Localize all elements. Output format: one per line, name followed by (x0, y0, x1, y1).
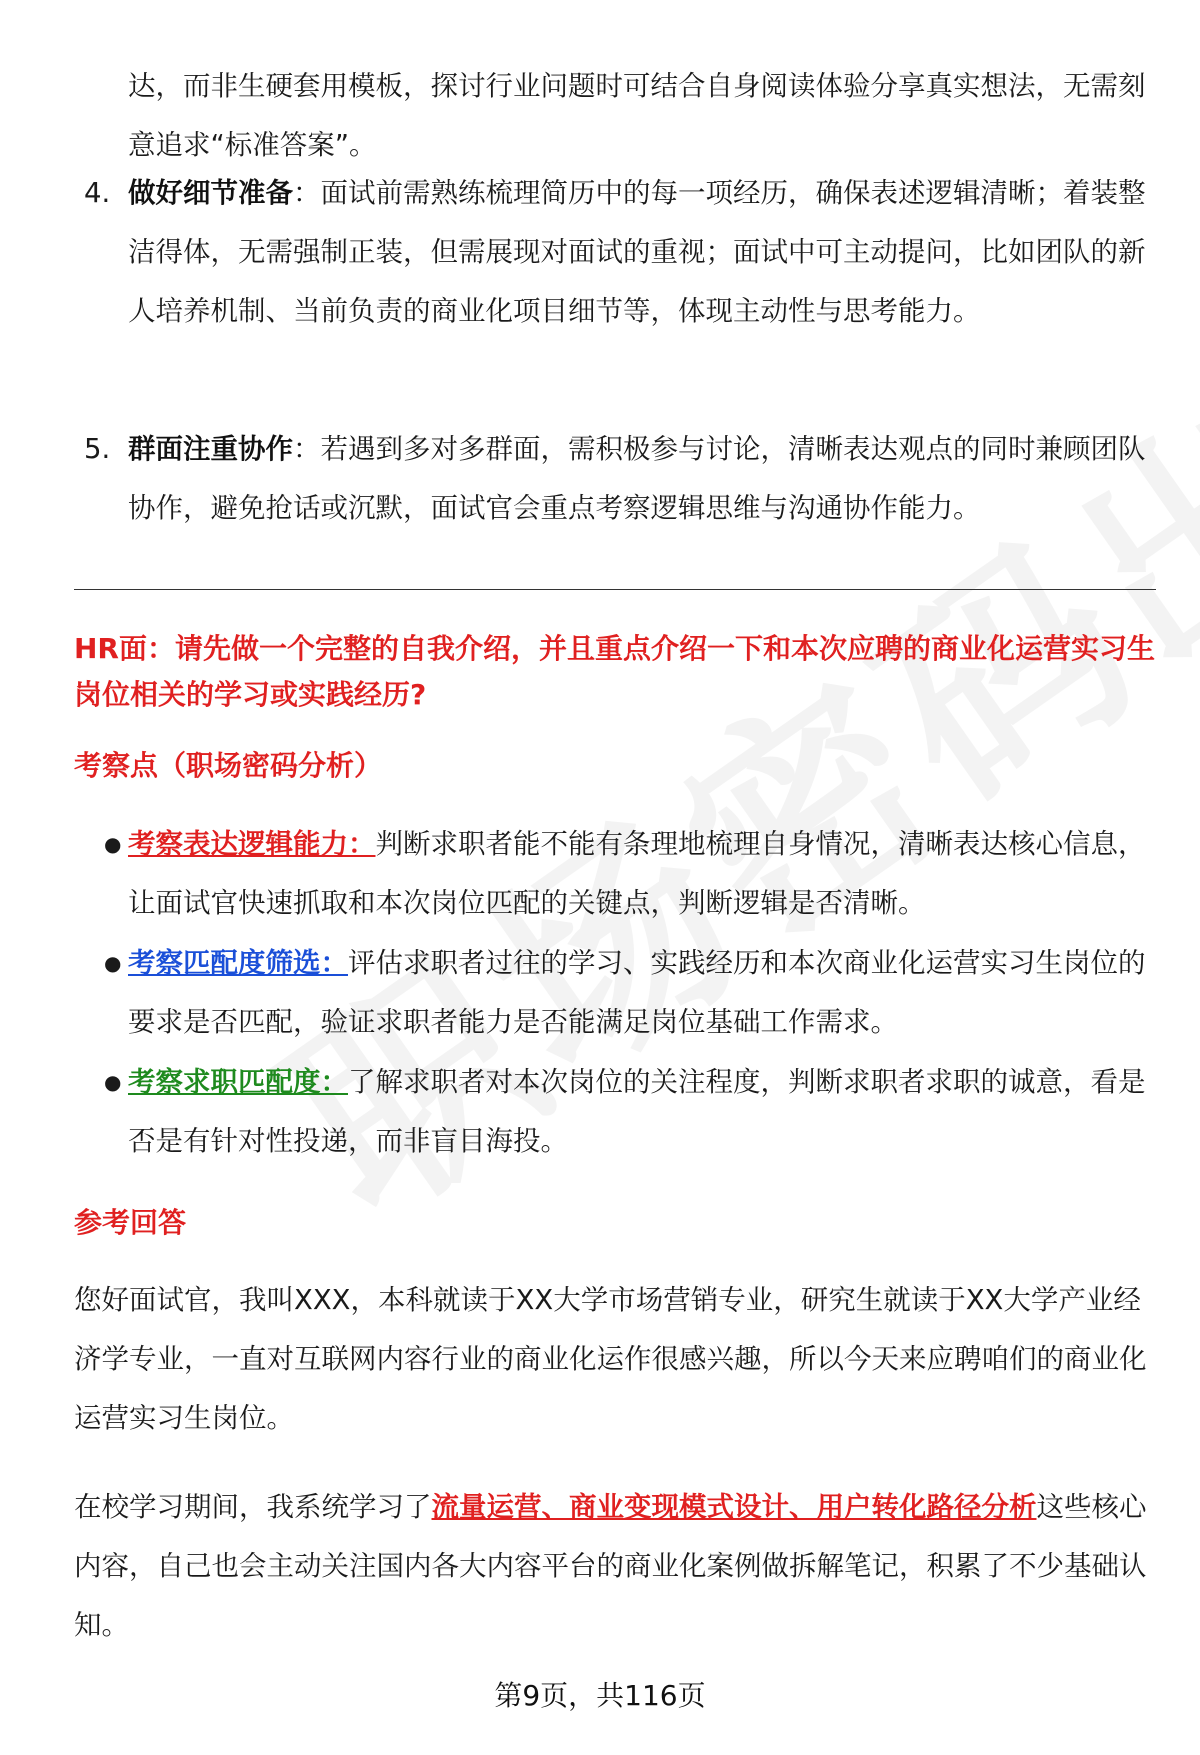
section-divider (74, 589, 1156, 590)
tip-title: 群面注重协作 (128, 433, 293, 465)
interview-question: HR面：请先做一个完整的自我介绍，并且重点介绍一下和本次应聘的商业化运营实习生岗位相关的学习或实践经历? (74, 632, 1155, 711)
analysis-item-body (128, 815, 1158, 933)
answer-paragraph-2 (74, 1478, 1156, 1655)
analysis-text: 评估求职者过往的学习、实践经历和本次商业化运营实习生岗位的要求是否匹配，验证求职者能力是否能满足岗位基础工作需求。 (128, 947, 1146, 1038)
bullet-icon: ● (104, 1070, 122, 1094)
answer-paragraph-1: 您好面试官，我叫XXX，本科就读于XX大学市场营销专业，研究生就读于XX大学产业经济学专业，一直对互联网内容行业的商业化运作很感兴趣，所以今天来应聘咱们的商业化运营实习生岗位。 (74, 1284, 1147, 1434)
answer-heading: 参考回答 (74, 1206, 187, 1239)
analysis-text: 判断求职者能不能有条理地梳理自身情况，清晰表达核心信息，让面试官快速抓取和本次岗位匹配的关键点，判断逻辑是否清晰。 (128, 828, 1146, 919)
analysis-label-link[interactable]: 考察求职匹配度： (128, 1066, 348, 1098)
analysis-label-link[interactable]: 考察匹配度筛选： (128, 947, 348, 979)
continuation-paragraph: 达，而非生硬套用模板，探讨行业问题时可结合自身阅读体验分享真实想法，无需刻意追求“标准答案”。 (128, 70, 1146, 161)
page-number: 第9页，共116页 (494, 1679, 706, 1712)
tip-text: ：若遇到多对多群面，需积极参与讨论，清晰表达观点的同时兼顾团队协作，避免抢话或沉默，面试官会重点考察逻辑思维与沟通协作能力。 (128, 433, 1146, 524)
analysis-heading: 考察点（职场密码分析） (74, 749, 383, 782)
analysis-label-link[interactable]: 考察表达逻辑能力： (128, 828, 376, 860)
answer-highlight: 流量运营、商业变现模式设计、用户转化路径分析 (431, 1491, 1037, 1523)
tip-body (128, 164, 1158, 341)
bullet-icon: ● (104, 951, 122, 975)
analysis-text: 了解求职者对本次岗位的关注程度，判断求职者求职的诚意，看是否是有针对性投递，而非盲目海投。 (128, 1066, 1146, 1157)
analysis-item-body (128, 934, 1158, 1052)
tip-body (128, 420, 1158, 538)
answer-text: 这些核心内容，自己也会主动关注国内各大内容平台的商业化案例做拆解笔记，积累了不少基础认知。 (74, 1491, 1147, 1641)
answer-text: 在校学习期间，我系统学习了 (74, 1491, 432, 1523)
analysis-item-body (128, 1053, 1158, 1171)
bullet-icon: ● (104, 832, 122, 856)
tip-title: 做好细节准备 (128, 177, 293, 209)
tip-number: 4. (84, 177, 111, 209)
tip-number: 5. (84, 433, 111, 465)
tip-text: ：面试前需熟练梳理简历中的每一项经历，确保表述逻辑清晰；着装整洁得体，无需强制正装，但需展现对面试的重视；面试中可主动提问，比如团队的新人培养机制、当前负责的商业化项目细节等，体现主动性与思考能力。 (128, 177, 1146, 327)
